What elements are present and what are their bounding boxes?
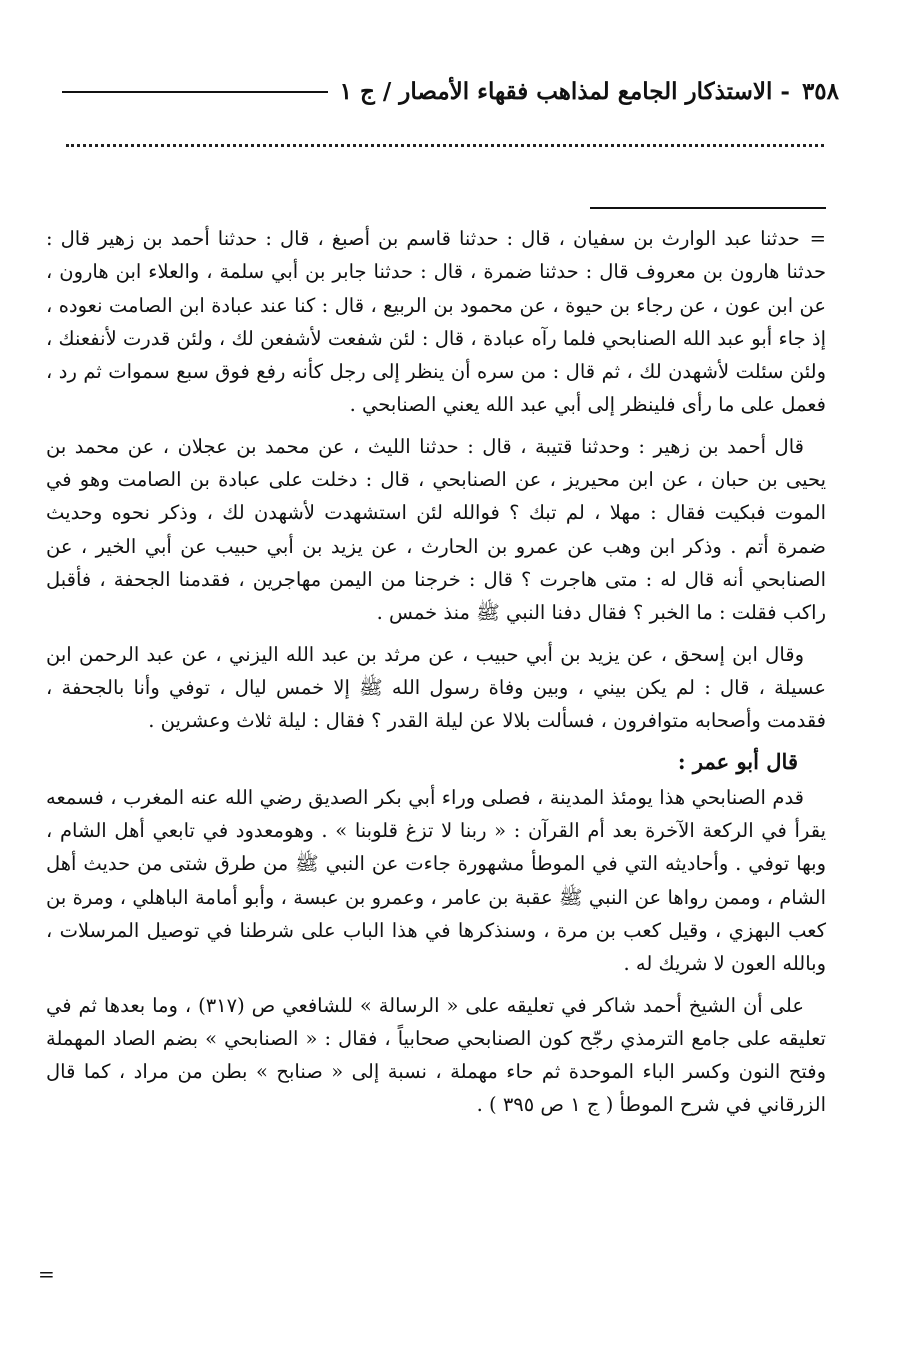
paragraph-5: على أن الشيخ أحمد شاكر في تعليقه على « الرسالة » للشافعي ص (٣١٧) ، وما بعدها ثم في تعليقه على جامع الترمذي رجّح كون الصنابحي صحابياً ، فقال : « الصنابحي » بضم الصاد المهملة وفتح النون وكسر الباء الموحدة ثم حاء مهملة ، نسبة إلى « صنابح » بطن من مراد ، كما قال الزرقاني في شرح الموطأ ( ج ١ ص ٣٩٥ ) . (46, 993, 826, 1117)
continuation-mark: = (809, 227, 826, 250)
page-body (46, 222, 826, 1130)
dotted-separator (66, 144, 824, 147)
footnote-rule (590, 207, 826, 209)
end-continuation-mark: = (38, 1262, 55, 1286)
section-heading: قال أبو عمر : (677, 749, 798, 775)
paragraph-4: قدم الصنابحي هذا يومئذ المدينة ، فصلى وراء أبي بكر الصديق رضي الله عنه المغرب ، فسمعه يقرأ في الركعة الآخرة بعد أم القرآن : « ربنا لا تزغ قلوبنا » . وهومعدود في تابعي أهل الشام ، وبها توفي . وأحاديثه التي في الموطأ مشهورة جاءت عن النبي ﷺ من طرق شتى من حديث أهل الشام ، وممن رواها عن النبي ﷺ عقبة بن عامر ، وعمرو بن عبسة ، وأبو أمامة الباهلي ، ومرة بن كعب البهزي ، وقيل كعب بن مرة ، وسنذكرها في هذا الباب على شرطنا في توصيل المرسلات ، وبالله العون لا شريك له . (46, 785, 826, 976)
running-header (62, 78, 839, 105)
paragraph-3: وقال ابن إسحق ، عن يزيد بن أبي حبيب ، عن مرثد بن عبد الله اليزني ، عن عبد الرحمن ابن عسيلة ، قال : لم يكن بيني ، وبين وفاة رسول الله ﷺ إلا خمس ليال ، توفي وأنا بالجحفة ، فقدمت وأصحابه متوافرون ، فسألت بلالا عن ليلة القدر ؟ فقال : ليلة ثلاث وعشرين . (46, 642, 826, 733)
page-number: ٣٥٨ (801, 78, 839, 105)
book-title: - الاستذكار الجامع لمذاهب فقهاء الأمصار / ج ١ (339, 78, 790, 105)
paragraph-2: قال أحمد بن زهير : وحدثنا قتيبة ، قال : حدثنا الليث ، عن محمد بن عجلان ، عن محمد بن يحيى بن حبان ، عن ابن محيريز ، عن الصنابحي ، قال : دخلت على عبادة بن الصامت وهو في الموت فبكيت فقال : مهلا ، لم تبك ؟ فوالله لئن استشهدت لأشهدن لك ، وذكر نحوه وحديث ضمرة أتم . وذكر ابن وهب عن عمرو بن الحارث ، عن يزيد بن أبي حبيب عن أبي الخير ، عن الصنابحي أنه قال له : متى هاجرت ؟ قال : خرجنا من اليمن مهاجرين ، فقدمنا الجحفة ، فأقبل راكب فقلت : ما الخبر ؟ فقال دفنا النبي ﷺ منذ خمس . (46, 434, 826, 625)
paragraph-1 (46, 222, 826, 422)
paragraph-text: حدثنا عبد الوارث بن سفيان ، قال : حدثنا قاسم بن أصبغ ، قال : حدثنا أحمد بن زهير قال : حدثنا هارون بن معروف قال : حدثنا ضمرة ، قال : حدثنا جابر بن أبي سلمة ، والعلاء ابن هارون ، عن ابن عون ، عن رجاء بن حيوة ، عن محمود بن الربيع ، قال : كنا عند عبادة ابن الصامت نعوده ، إذ جاء أبو عبد الله الصنابحي فلما رآه عبادة ، قال : لئن شفعت لأشفعن لك ، ولئن قدرت لأنفعنك ، ولئن سئلت لأشهدن لك ، ثم قال : من سره أن ينظر إلى رجل كأنه رفع فوق سبع سموات ثم رد ، فعمل على ما رأى فلينظر إلى أبي عبد الله يعني الصنابحي . (46, 227, 826, 417)
header-rule (62, 91, 328, 93)
